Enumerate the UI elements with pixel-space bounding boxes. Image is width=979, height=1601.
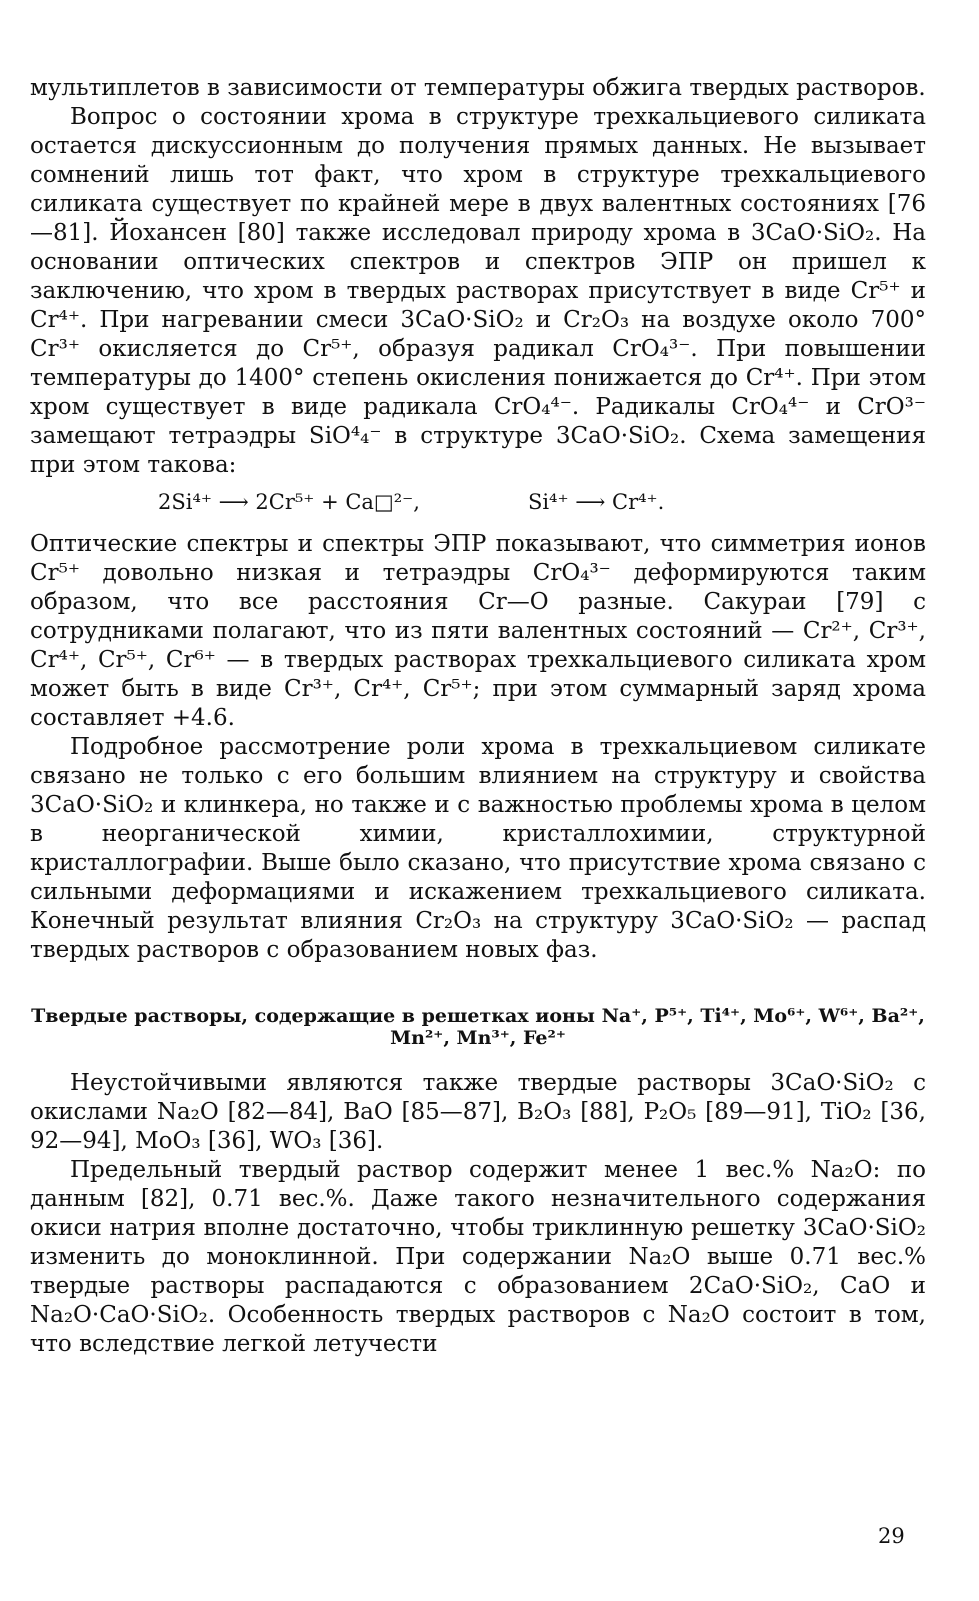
page-number: 29	[878, 1524, 905, 1548]
substitution-scheme	[30, 488, 926, 516]
formula-left: 2Si⁴⁺ ⟶ 2Cr⁵⁺ + Ca□²⁻,	[158, 490, 420, 514]
paragraph-continuation: мультиплетов в зависимости от температуры обжига твердых растворов.	[30, 75, 926, 101]
page-body	[30, 74, 926, 1359]
section-heading: Твердые растворы, содержащие в решетках ионы Na⁺, P⁵⁺, Ti⁴⁺, Mo⁶⁺, W⁶⁺, Ba²⁺, Mn²⁺, Mn³⁺, Fe²⁺	[31, 1005, 925, 1049]
paragraph-chromium-state: Вопрос о состоянии хрома в структуре трехкальциевого силиката остается дискуссионным до получения прямых данных. Не вызывает сомнений лишь тот факт, что хром в структуре трехкальциевого силиката существует по крайней мере в двух валентных состояниях [76—81]. Йохансен [80] также исследовал природу хрома в 3CaO·SiO₂. На основании оптических спектров и спектров ЭПР он пришел к заключению, что хром в твердых растворах присутствует в виде Cr⁵⁺ и Cr⁴⁺. При нагревании смеси 3CaO·SiO₂ и Cr₂O₃ на воздухе около 700° Cr³⁺ окисляется до Cr⁵⁺, образуя радикал CrO₄³⁻. При повышении температуры до 1400° степень окисления понижается до Cr⁴⁺. При этом хром существует в виде радикала CrO₄⁴⁻. Радикалы CrO₄⁴⁻ и CrO³⁻ замещают тетраэдры SiO⁴₄⁻ в структуре 3CaO·SiO₂. Схема замещения при этом такова:	[30, 104, 926, 478]
formula-right: Si⁴⁺ ⟶ Cr⁴⁺.	[527, 490, 665, 514]
paragraph-unstable-solutions: Неустойчивыми являются также твердые растворы 3CaO·SiO₂ с окислами Na₂O [82—84], BaO [85—87], B₂O₃ [88], P₂O₅ [89—91], TiO₂ [36, 92—94], MoO₃ [36], WO₃ [36].	[30, 1070, 926, 1154]
paragraph-chromium-role: Подробное рассмотрение роли хрома в трехкальциевом силикате связано не только с его большим влиянием на структуру и свойства 3CaO·SiO₂ и клинкера, но также и с важностью проблемы хрома в целом в неорганической химии, кристаллохимии, структурной кристаллографии. Выше было сказано, что присутствие хрома связано с сильными деформациями и искажением трехкальциевого силиката. Конечный результат влияния Cr₂O₃ на структуру 3CaO·SiO₂ — распад твердых растворов с образованием новых фаз.	[30, 734, 926, 963]
paragraph-spectra: Оптические спектры и спектры ЭПР показывают, что симметрия ионов Cr⁵⁺ довольно низкая и тетраэдры CrO₄³⁻ деформируются таким образом, что все расстояния Cr—O разные. Сакураи [79] с сотрудниками полагают, что из пяти валентных состояний — Cr²⁺, Cr³⁺, Cr⁴⁺, Cr⁵⁺, Cr⁶⁺ — в твердых растворах трехкальциевого силиката хром может быть в виде Cr³⁺, Cr⁴⁺, Cr⁵⁺; при этом суммарный заряд хрома составляет +4.6.	[30, 531, 926, 731]
paragraph-limit-solution: Предельный твердый раствор содержит менее 1 вес.% Na₂O: по данным [82], 0.71 вес.%. Даже такого незначительного содержания окиси натрия вполне достаточно, чтобы триклинную решетку 3CaO·SiO₂ изменить до моноклинной. При содержании Na₂O выше 0.71 вес.% твердые растворы распадаются с образованием 2CaO·SiO₂, CaO и Na₂O·CaO·SiO₂. Особенность твердых растворов с Na₂O состоит в том, что вследствие легкой летучести	[30, 1157, 926, 1357]
